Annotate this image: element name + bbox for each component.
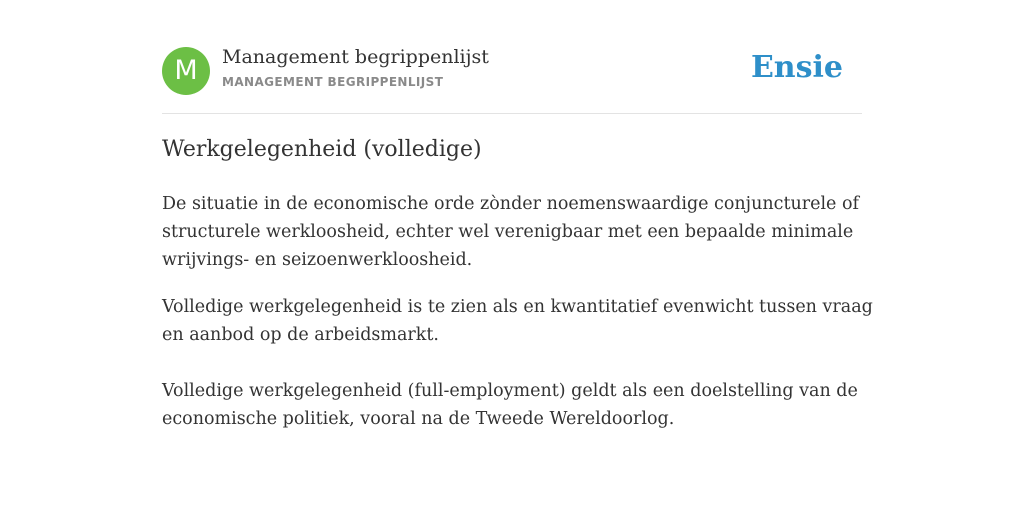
definition-line: Volledige werkgelegenheid (full-employment) geldt als een doelstelling van de — [162, 381, 858, 401]
definition-line: wrijvings- en seizoenwerkloosheid. — [162, 250, 473, 270]
definition-line: economische politiek, vooral na de Tweede Wereldoorlog. — [162, 409, 675, 429]
brand-logo[interactable]: Ensie — [750, 50, 843, 85]
definition-line: structurele werkloosheid, echter wel verenigbaar met een bepaalde minimale — [162, 222, 854, 242]
definition — [162, 190, 873, 433]
source-avatar[interactable]: M — [162, 47, 210, 95]
source-subtitle: MANAGEMENT BEGRIPPENLIJST — [222, 75, 444, 89]
definition-line: De situatie in de economische orde zònder noemenswaardige conjuncturele of — [162, 194, 859, 214]
paragraph-spacer — [162, 274, 862, 293]
divider — [162, 113, 862, 114]
definition-line: en aanbod op de arbeidsmarkt. — [162, 325, 439, 345]
header — [162, 46, 862, 96]
paragraph-spacer — [162, 349, 862, 377]
source-title[interactable]: Management begrippenlijst — [222, 46, 489, 68]
definition-line: Volledige werkgelegenheid is te zien als en kwantitatief evenwicht tussen vraag — [162, 297, 873, 317]
term-title: Werkgelegenheid (volledige) — [162, 137, 482, 162]
